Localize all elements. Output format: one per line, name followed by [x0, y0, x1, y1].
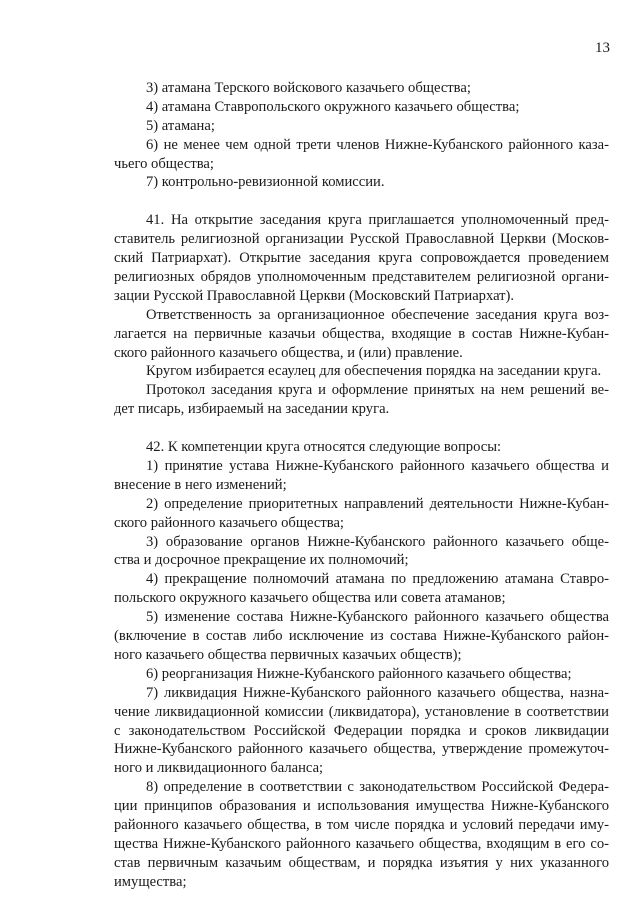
paragraph-42-heading: 42. К компетенции круга относятся следующие вопросы: [146, 439, 502, 456]
text-line: с законодательством Российской Федерации порядка и сроков ликвидации [114, 722, 609, 739]
list-item: 5) атамана; [146, 117, 215, 134]
paragraph-line: ского районного казачьего общества, и (или) правление. [114, 344, 463, 361]
list-item: 3) образование органов Нижне-Кубанского районного казачьего обще- [146, 533, 609, 550]
paragraph-41-line: зации Русской Православной Церкви (Московский Патриархат). [114, 287, 515, 304]
text-line: ного и ликвидационного баланса; [114, 760, 324, 777]
document-body [114, 79, 609, 892]
list-item: 4) атамана Ставропольского окружного казачьего общества; [146, 98, 520, 115]
list-item: 3) атамана Терского войскового казачьего общества; [146, 80, 471, 96]
text-line: чение ликвидационной комиссии (ликвидатора), установление в соответствии [114, 703, 609, 720]
paragraph-line: Кругом избирается есаулец для обеспечения порядка на заседании круга. [146, 363, 602, 380]
text-line: Нижне-Кубанского районного казачьего общества, утверждение промежуточ- [114, 741, 609, 758]
text-line: польского окружного казачьего общества или совета атаманов; [114, 590, 506, 607]
paragraph-line: Протокол заседания круга и оформление принятых на нем решений ве- [146, 382, 609, 399]
list-item: 8) определение в соответствии с законодательством Российской Федера- [146, 779, 609, 796]
list-item: 2) определение приоритетных направлений деятельности Нижне-Кубан- [146, 495, 609, 512]
text-line: ства и досрочное прекращение их полномочий; [114, 552, 409, 569]
list-item: 7) контрольно-ревизионной комиссии. [146, 174, 385, 191]
list-item: 5) изменение состава Нижне-Кубанского районного казачьего общества [146, 609, 609, 626]
text-line: ского районного казачьего общества; [114, 514, 344, 531]
paragraph-41-line: ский Патриархат). Открытие заседания круга сопровождается проведением [114, 250, 609, 267]
text-line: ного казачьего общества первичных казачьих обществ); [114, 646, 462, 663]
text-line: внесение в него изменений; [114, 476, 287, 493]
text-line: чьего общества; [114, 155, 214, 172]
paragraph-41-line: ставитель религиозной организации Русской Православной Церкви (Москов- [114, 231, 609, 248]
list-item: 1) принятие устава Нижне-Кубанского районного казачьего общества и [146, 458, 609, 475]
text-line: щества Нижне-Кубанского районного казачьего общества, входящим в его со- [114, 835, 609, 852]
paragraph-line: дет писарь, избираемый на заседании круга. [114, 401, 390, 418]
paragraph-41-line: религиозных обрядов уполномоченным представителем религиозной органи- [114, 269, 609, 286]
paragraph-line: лагается на первичные казачьи общества, входящие в состав Нижне-Кубан- [114, 325, 609, 342]
text-line: (включение в состав либо исключение из состава Нижне-Кубанского район- [114, 628, 609, 645]
list-item: 6) не менее чем одной трети членов Нижне-Кубанского районного каза- [146, 136, 609, 153]
list-item: 7) ликвидация Нижне-Кубанского районного казачьего общества, назна- [146, 684, 609, 701]
text-line: имущества; [114, 873, 187, 890]
list-item: 6) реорганизация Нижне-Кубанского районного казачьего общества; [146, 665, 572, 682]
page-number: 13 [595, 40, 610, 56]
text-line: районного казачьего общества, в том числе порядка и условий передачи иму- [114, 816, 609, 833]
text-line: ции принципов образования и использования имущества Нижне-Кубанского [114, 798, 609, 815]
list-item: 4) прекращение полномочий атамана по предложению атамана Ставро- [146, 571, 609, 588]
paragraph-41-line: 41. На открытие заседания круга приглашается уполномоченный пред- [146, 212, 609, 229]
paragraph-line: Ответственность за организационное обеспечение заседания круга воз- [146, 306, 609, 323]
text-line: став первичным казачьим обществам, и порядка изъятия у них указанного [114, 854, 609, 871]
